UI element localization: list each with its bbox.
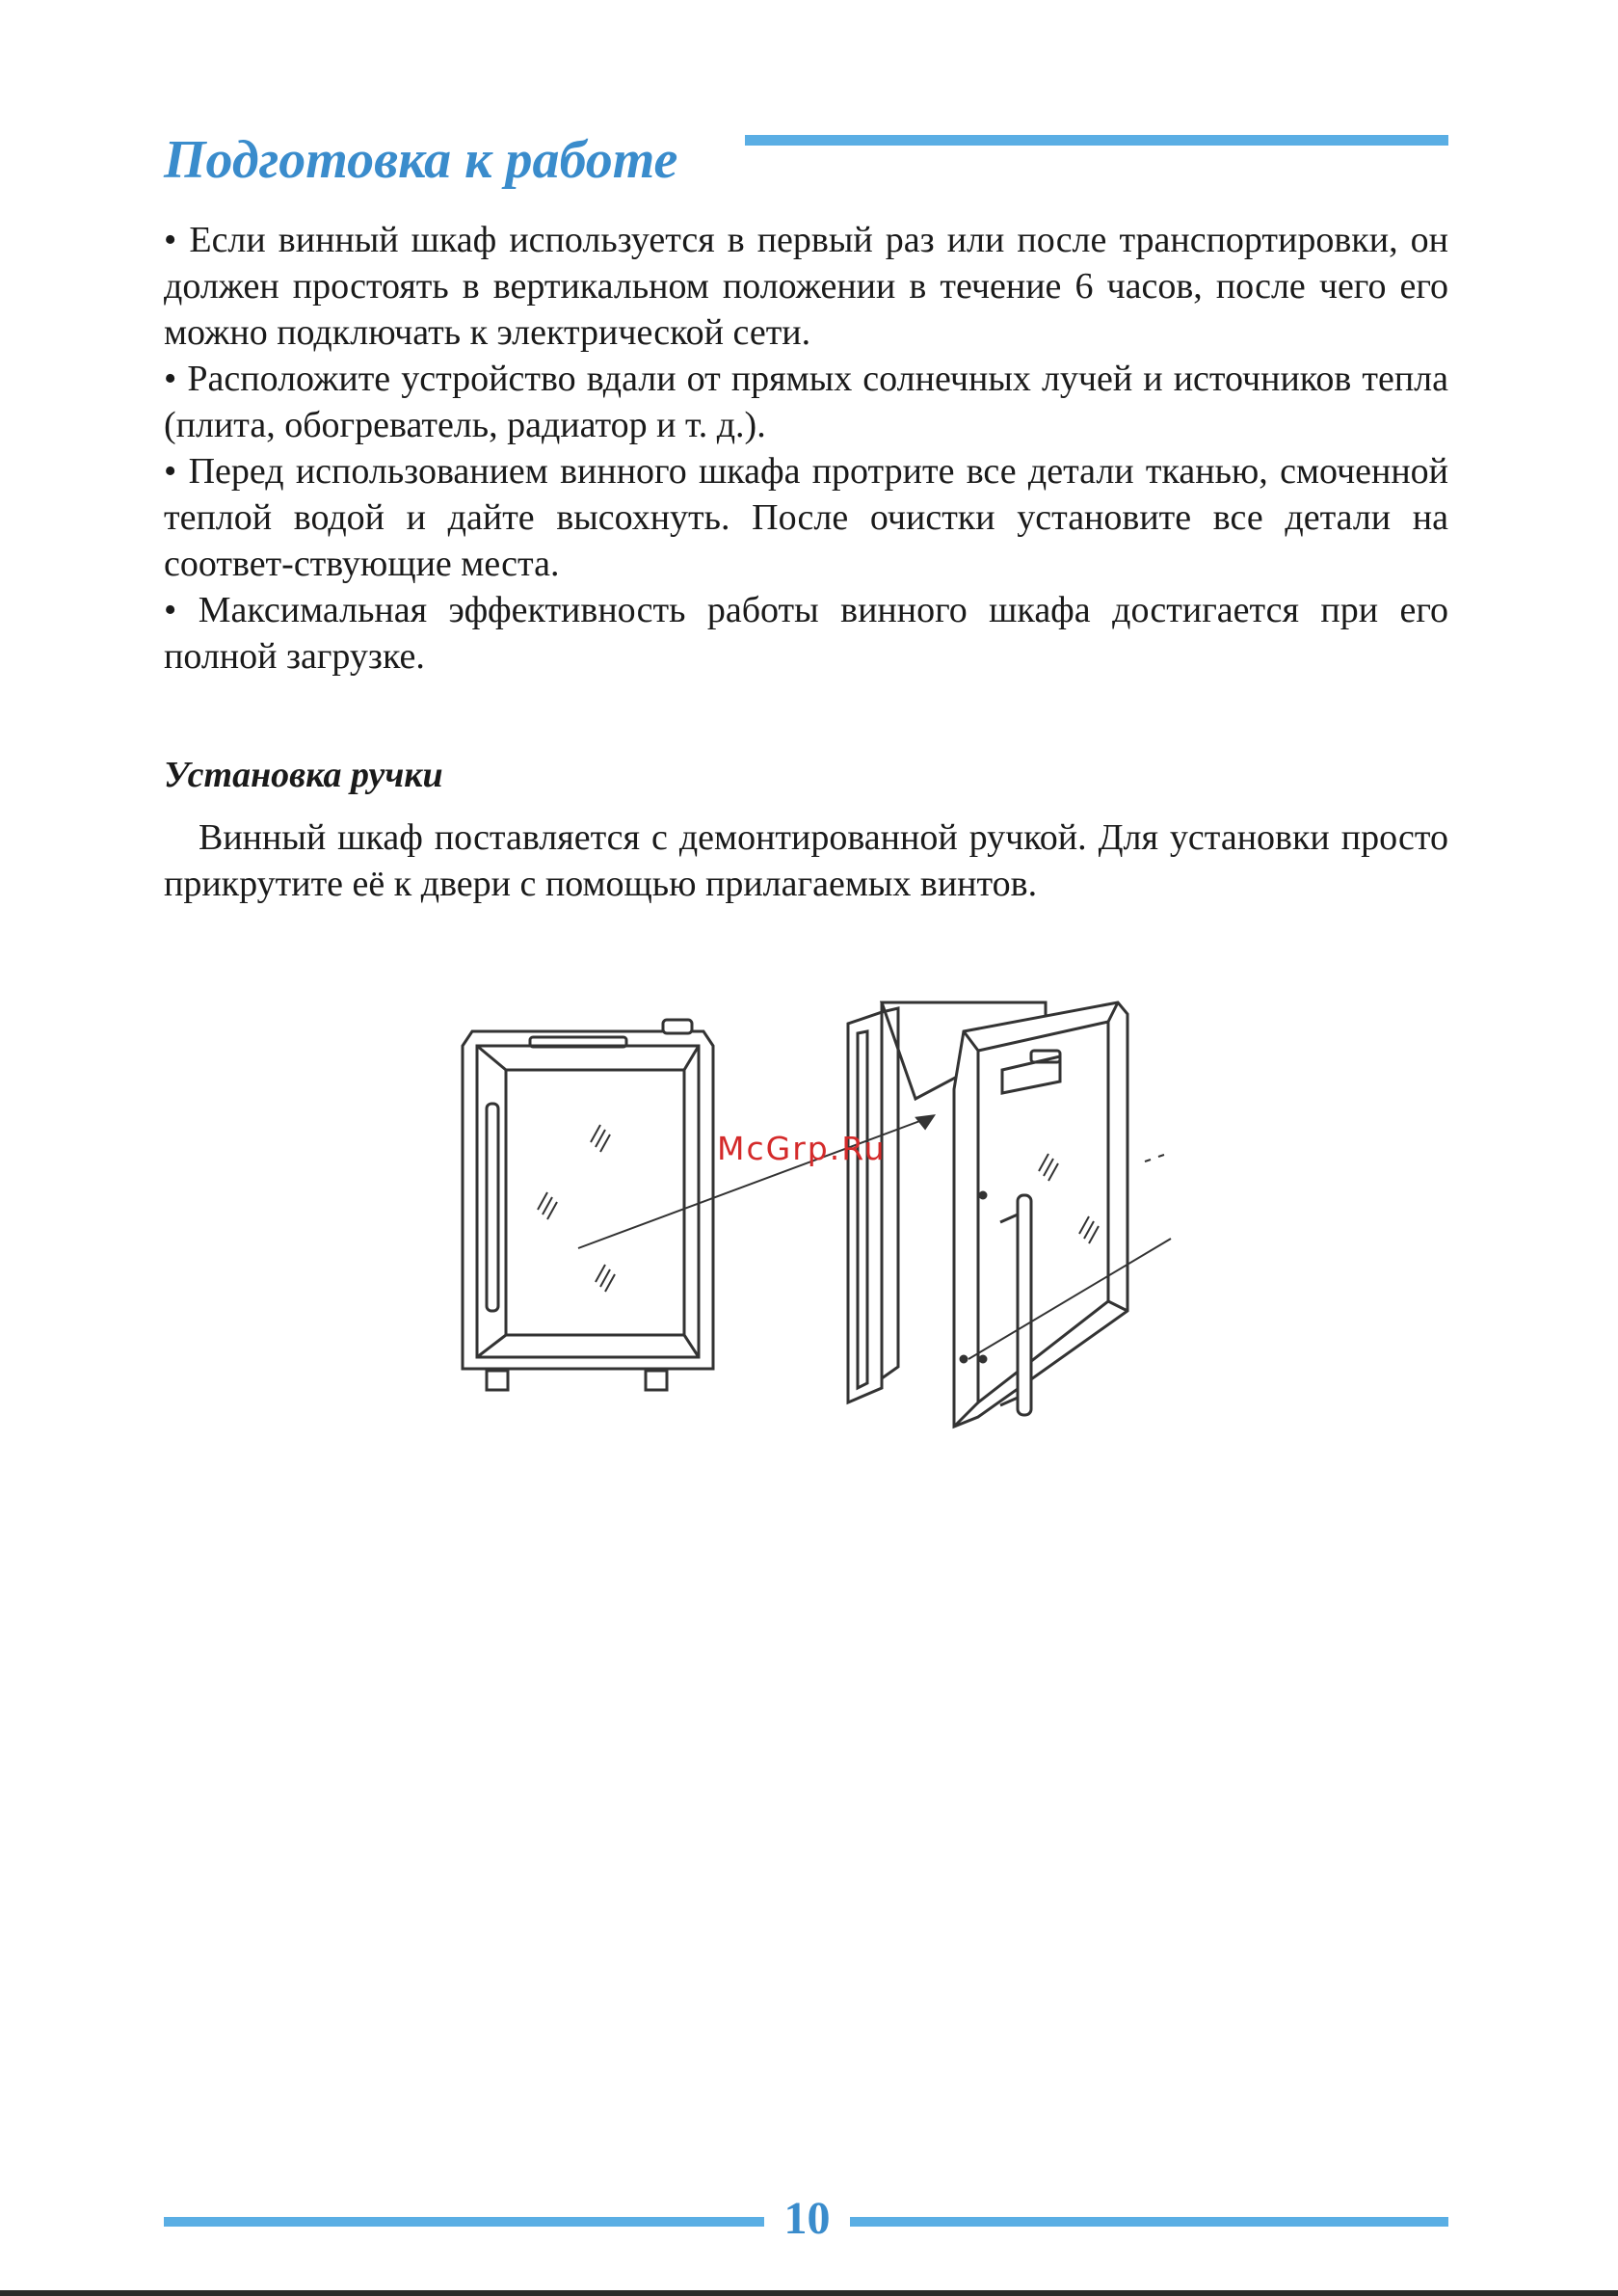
title-rule xyxy=(745,135,1448,146)
bullet-item: • Если винный шкаф используется в первый раз или после транспортировки, он должен простоять в вертикальном положении в течение 6 часов, после чего его можно подключать к электрической сети. xyxy=(164,220,1448,353)
bullet-item: • Расположите устройство вдали от прямых солнечных лучей и источников тепла (плита, обогреватель, радиатор и т. д.). xyxy=(164,359,1448,445)
watermark: McGrp.Ru xyxy=(717,1130,887,1167)
bullet-item: • Перед использованием винного шкафа протрите все детали тканью, смоченной теплой водой и дайте высохнуть. После очистки установите все детали на соответ-ствующие места. xyxy=(164,451,1448,584)
footer-rule-right xyxy=(850,2217,1448,2227)
page-number: 10 xyxy=(783,2193,831,2244)
section-heading: Установка ручки xyxy=(164,755,443,795)
footer-rule-left xyxy=(164,2217,764,2227)
instructions-list xyxy=(164,217,1448,680)
wine-cabinet-illustration xyxy=(443,993,1185,1475)
page-bottom-edge xyxy=(0,2290,1618,2296)
bullet-item: • Максимальная эффективность работы винного шкафа достигается при его полной загрузке. xyxy=(164,590,1448,677)
cabinet-front-view xyxy=(463,1020,713,1390)
handle-paragraph: Винный шкаф поставляется с демонтированной ручкой. Для установки просто прикрутите её к двери с помощью прилагаемых винтов. xyxy=(164,817,1448,904)
page-title: Подготовка к работе xyxy=(164,129,678,190)
